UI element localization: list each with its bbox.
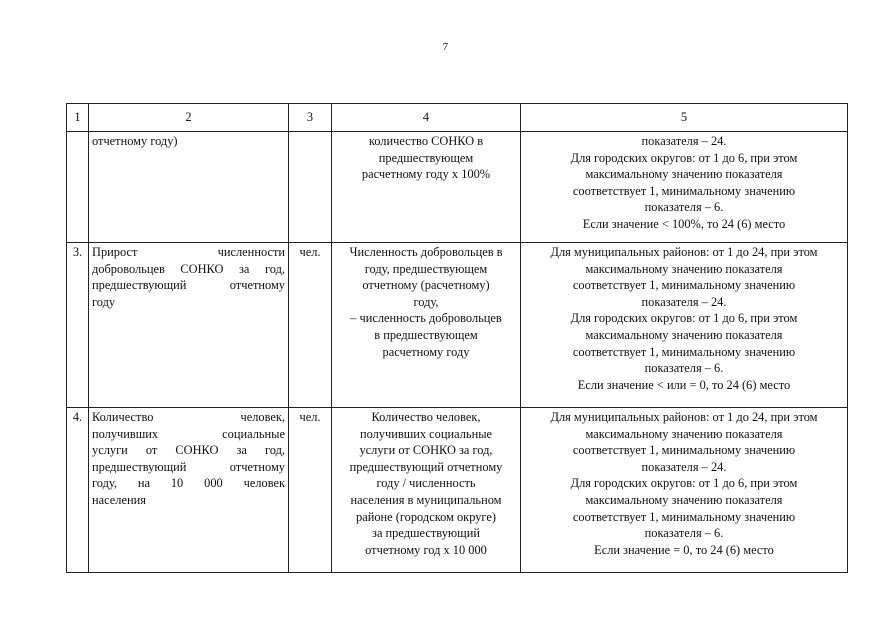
row-number-cell: 4. <box>67 408 89 573</box>
indicator-name-cell <box>89 408 289 573</box>
formula-line: предшествующий отчетному <box>349 459 503 474</box>
criteria-line: показателя – 6. <box>644 526 724 541</box>
criteria-line: соответствует 1, минимальному значению <box>572 344 796 359</box>
formula-cell <box>332 132 521 243</box>
formula-cell <box>332 243 521 408</box>
formula-line: году, предшествующем <box>364 261 488 276</box>
header-cell-1: 1 <box>67 104 89 132</box>
criteria-cell <box>521 132 848 243</box>
criteria-line: Для городских округов: от 1 до 6, при этом <box>570 150 798 165</box>
indicator-name-line: предшествующий отчетному <box>92 459 285 474</box>
criteria-line: соответствует 1, минимальному значению <box>572 278 796 293</box>
formula-line: расчетному году x 100% <box>361 167 491 182</box>
row-number-cell: 3. <box>67 243 89 408</box>
formula-line: Численность добровольцев в <box>349 245 503 259</box>
criteria-cell <box>521 243 848 408</box>
formula-line: отчетному год x 10 000 <box>365 542 487 557</box>
row-number-cell <box>67 132 89 243</box>
table-row-continuation <box>67 132 848 243</box>
formula-line: получивших социальные <box>359 426 493 441</box>
formula-line: году / численность <box>376 476 476 491</box>
indicator-name-line: Количество человек, <box>92 410 285 424</box>
indicator-name-cell <box>89 243 289 408</box>
header-cell-5: 5 <box>521 104 848 132</box>
indicator-name-line: услуги от СОНКО за год, <box>92 443 285 458</box>
criteria-line: показателя – 24. <box>641 294 727 309</box>
criteria-line: Если значение < или = 0, то 24 (6) место <box>577 377 791 392</box>
indicator-name-line: отчетному году) <box>92 134 178 148</box>
formula-line: услуги от СОНКО за год, <box>359 443 493 458</box>
formula-line: расчетному году <box>382 344 470 359</box>
criteria-line: соответствует 1, минимальному значению <box>572 183 796 198</box>
criteria-line: Для муниципальных районов: от 1 до 24, при этом <box>550 245 818 259</box>
formula-cell <box>332 408 521 573</box>
indicator-name-line: году, на 10 000 человек <box>92 476 285 491</box>
criteria-cell <box>521 408 848 573</box>
criteria-line: Если значение = 0, то 24 (6) место <box>594 542 774 557</box>
criteria-line: максимальному значению показателя <box>585 327 783 342</box>
criteria-line: показателя – 24. <box>641 134 727 148</box>
table-row-3 <box>67 243 848 408</box>
unit-cell: чел. <box>289 243 332 408</box>
indicator-name-line: предшествующий отчетному <box>92 278 285 293</box>
formula-line: – численность добровольцев <box>350 311 502 326</box>
indicator-name-line: населения <box>92 492 146 507</box>
criteria-line: максимальному значению показателя <box>585 261 783 276</box>
criteria-line: Для городских округов: от 1 до 6, при этом <box>570 476 798 491</box>
formula-line: году, <box>413 294 439 309</box>
unit-cell: чел. <box>289 408 332 573</box>
table-row-4 <box>67 408 848 573</box>
header-cell-3: 3 <box>289 104 332 132</box>
criteria-line: показателя – 24. <box>641 459 727 474</box>
page-number: 7 <box>442 41 449 53</box>
unit-cell <box>289 132 332 243</box>
criteria-line: Если значение < 100%, то 24 (6) место <box>582 216 786 231</box>
header-cell-2: 2 <box>89 104 289 132</box>
criteria-line: максимальному значению показателя <box>585 426 783 441</box>
indicators-table <box>66 103 848 573</box>
criteria-line: показателя – 6. <box>644 361 724 376</box>
criteria-line: показателя – 6. <box>644 200 724 215</box>
indicator-name-cell <box>89 132 289 243</box>
formula-line: районе (городском округе) <box>356 509 496 524</box>
indicator-name-line: Прирост численности <box>92 245 285 259</box>
header-row <box>67 104 848 132</box>
criteria-line: соответствует 1, минимальному значению <box>572 509 796 524</box>
formula-line: Количество человек, <box>371 410 481 424</box>
criteria-line: соответствует 1, минимальному значению <box>572 443 796 458</box>
criteria-line: Для городских округов: от 1 до 6, при этом <box>570 311 798 326</box>
indicator-name-line: году <box>92 294 116 309</box>
criteria-line: Для муниципальных районов: от 1 до 24, при этом <box>550 410 818 424</box>
formula-line: отчетному (расчетному) <box>362 278 490 293</box>
formula-line: за предшествующий <box>372 526 480 541</box>
formula-line: количество СОНКО в <box>368 134 484 148</box>
indicator-name-line: получивших социальные <box>92 426 285 441</box>
header-cell-4: 4 <box>332 104 521 132</box>
formula-line: предшествующем <box>378 150 474 165</box>
formula-line: в предшествующем <box>374 327 478 342</box>
criteria-line: максимальному значению показателя <box>585 492 783 507</box>
formula-line: населения в муниципальном <box>350 492 502 507</box>
criteria-line: максимальному значению показателя <box>585 167 783 182</box>
indicator-name-line: добровольцев СОНКО за год, <box>92 261 285 276</box>
